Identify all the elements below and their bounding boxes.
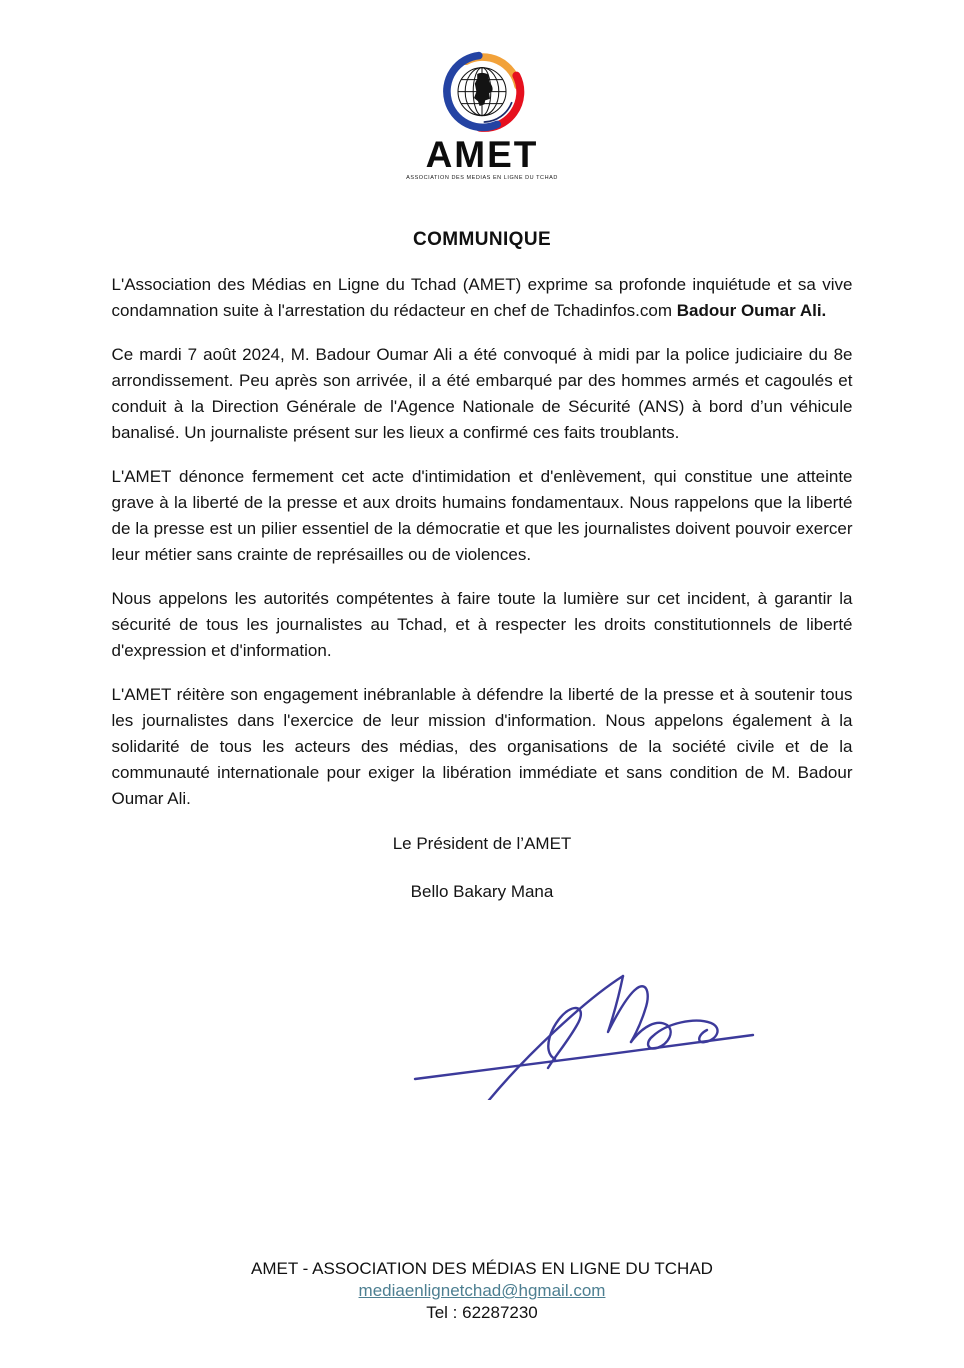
document-title: COMMUNIQUE [412, 229, 552, 250]
amet-logo-icon [423, 42, 541, 138]
handwritten-signature [405, 962, 757, 1100]
logo-block [0, 0, 964, 181]
paragraph-1-text: L'Association des Médias en Ligne du Tchad (AMET) exprime sa profonde inquiétude et sa vive condamnation suite à l'arrestation du rédacteur en chef de Tchadinfos.com [111, 275, 853, 320]
signoff-role: Le Président de l’AMET [392, 834, 572, 853]
document-body [112, 272, 853, 905]
paragraph-3: L'AMET dénonce fermement cet acte d'intimidation et d'enlèvement, qui constitue une atteinte grave à la liberté de la presse et aux droits humains fondamentaux. Nous rappelons que la liberté de la presse est un pilier essentiel de la démocratie et que les journalistes doivent pouvoir exercer leur métier sans crainte de représailles ou de violences. [111, 467, 853, 564]
paragraph-1 [112, 272, 853, 324]
footer-organization: AMET - ASSOCIATION DES MÉDIAS EN LIGNE DU TCHAD [251, 1259, 713, 1278]
footer-email-line [0, 1280, 964, 1302]
paragraph-2: Ce mardi 7 août 2024, M. Badour Oumar Ali a été convoqué à midi par la police judiciaire du 8e arrondissement. Peu après son arrivée, il a été embarqué par des hommes armés et cagoulés et conduit à la Direction Générale de l'Agence Nationale de Sécurité (ANS) à bord d’un véhicule banalisé. Un journaliste présent sur les lieux a confirmé ces faits troublants. [111, 345, 853, 442]
footer-email-link[interactable]: mediaenlignetchad@hgmail.com [358, 1281, 606, 1300]
signoff-name: Bello Bakary Mana [410, 882, 554, 901]
paragraph-5: L'AMET réitère son engagement inébranlable à défendre la liberté de la presse et à soutenir tous les journalistes dans l'exercice de leur mission d'information. Nous appelons également à la solidarité de tous les acteurs des médias, des organisations de la société civile et de la communauté internationale pour exiger la libération immédiate et sans condition de M. Badour Oumar Ali. [111, 685, 853, 808]
logo-tagline: ASSOCIATION DES MEDIAS EN LIGNE DU TCHAD [406, 175, 558, 181]
logo-acronym: AMET [425, 134, 539, 175]
footer-telephone: Tel : 62287230 [426, 1303, 538, 1322]
paragraph-1-bold-name: Badour Oumar Ali. [676, 301, 827, 320]
paragraph-4: Nous appelons les autorités compétentes à faire toute la lumière sur cet incident, à garantir la sécurité de tous les journalistes au Tchad, et à respecter les droits constitutionnels de liberté d'expression et d'information. [111, 589, 853, 660]
signature-strokes [415, 976, 753, 1100]
document-footer [0, 1258, 964, 1324]
signoff-block [112, 831, 853, 905]
